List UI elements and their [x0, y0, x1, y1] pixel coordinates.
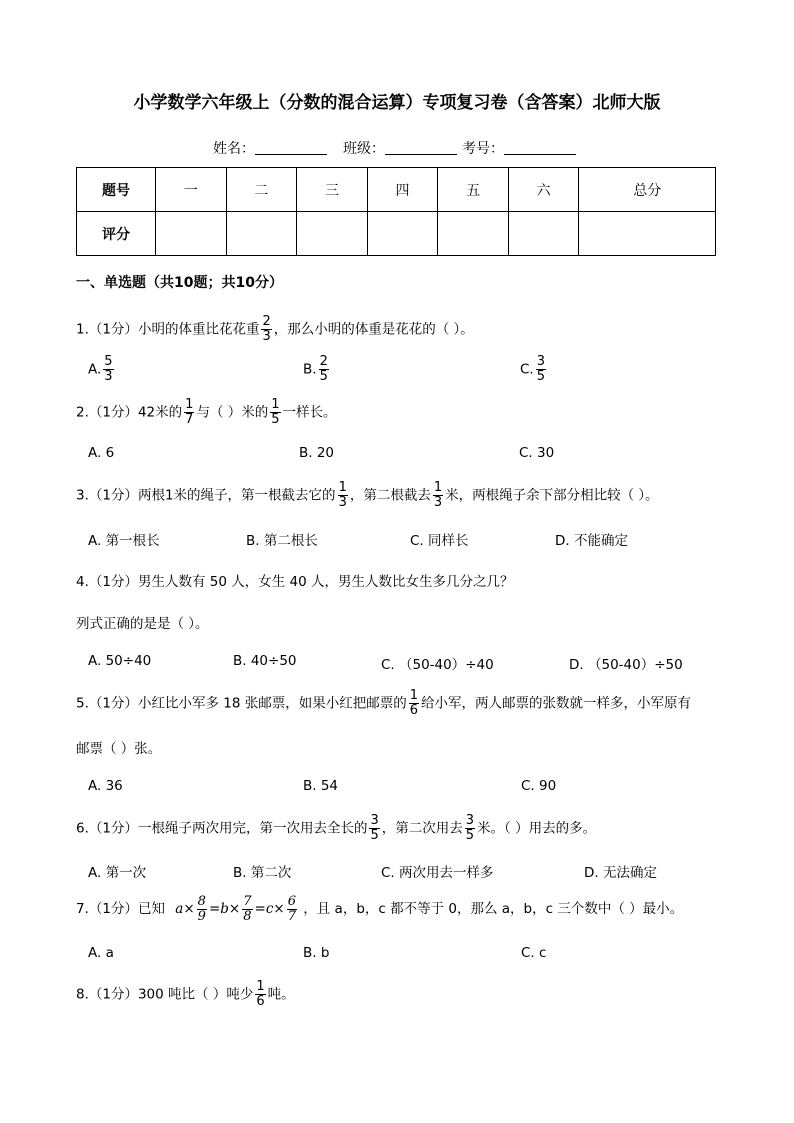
- option-d: D. 无法确定: [584, 865, 657, 881]
- option-c: C. （50-40）÷40: [381, 657, 494, 673]
- fraction: $\frac{1}{3}$: [433, 480, 443, 510]
- score-table-score-row: [77, 212, 716, 256]
- question-6: 6.（1分）一根绳子两次用完，第一次用去全长的 $\frac{3}{5}$ ，第二次用去 $\frac{3}{5}$ 米。（ ）用去的多。: [76, 813, 597, 843]
- fraction: $\frac{1}{3}$: [338, 480, 347, 510]
- option-c: C. 90: [521, 778, 557, 794]
- score-cell: [156, 212, 227, 256]
- fraction: $\frac{2}{3}$: [262, 314, 271, 344]
- option-b: B. b: [303, 945, 330, 961]
- question-5: 5.（1分）小红比小军多 18 张邮票，如果小红把邮票的 $\frac{1}{6}$ 给小军，两人邮票的张数就一样多，小军原有: [76, 688, 692, 718]
- option-a: A. a: [88, 945, 114, 961]
- question-text: 1.（1分）小明的体重比花花重: [76, 321, 260, 338]
- score-table: [76, 167, 716, 256]
- header-cell: 五: [438, 168, 509, 212]
- name-label: 姓名：: [213, 141, 255, 157]
- fraction: $\frac{1}{7}$: [185, 397, 194, 427]
- option-b: B. 第二根长: [246, 533, 318, 549]
- question-3: 3.（1分）两根1米的绳子，第一根截去它的 $\frac{1}{3}$ ，第二根截去 $\frac{1}{3}$ 米，两根绳子余下部分相比较（ ）。: [76, 480, 659, 510]
- score-cell: [579, 212, 716, 256]
- option-b: B. $\frac{2}{5}$: [303, 354, 328, 384]
- header-cell: 四: [367, 168, 438, 212]
- question-4-line-2: 列式正确的是是（ ）。: [76, 616, 209, 632]
- score-row-label: 评分: [77, 212, 156, 256]
- header-cell: 一: [156, 168, 227, 212]
- score-cell: [367, 212, 438, 256]
- question-5-line-2: 邮票（ ）张。: [76, 741, 162, 757]
- document-title: 小学数学六年级上（分数的混合运算）专项复习卷（含答案）北师大版: [133, 93, 661, 113]
- option-a: A. 6: [88, 445, 115, 461]
- option-c: C. 两次用去一样多: [381, 865, 494, 881]
- name-field: [213, 138, 327, 158]
- fraction: $\frac{1}{6}$: [256, 979, 265, 1009]
- class-blank: [385, 140, 457, 155]
- class-field: [343, 138, 457, 158]
- score-cell: [297, 212, 368, 256]
- option-a: A. 第一根长: [88, 533, 160, 549]
- option-c: C. 同样长: [410, 533, 469, 549]
- fraction: $\frac{1}{6}$: [409, 688, 419, 718]
- option-c: C. c: [521, 945, 547, 961]
- score-cell: [438, 212, 509, 256]
- header-cell: 二: [226, 168, 297, 212]
- name-blank: [255, 140, 327, 155]
- fraction: $\frac{3}{5}$: [370, 813, 379, 843]
- header-cell: 三: [297, 168, 368, 212]
- option-b: B. 54: [303, 778, 339, 794]
- option-a: A. 50÷40: [88, 653, 152, 669]
- score-cell: [508, 212, 579, 256]
- exam-number-blank: [504, 140, 576, 155]
- option-b: B. 40÷50: [233, 653, 297, 669]
- option-a: A. 36: [88, 778, 123, 794]
- question-7: 7.（1分）已知 a× $\frac{8}{9}$ =b× $\frac{7}{8}$ =c× $\frac{6}{7}$ ，且 a，b，c 都不等于 0，那么 a，b，c 三个数中（ ）最小。: [76, 894, 684, 924]
- question-text: ，那么小明的体重是花花的（ ）。: [273, 321, 474, 338]
- section-title: 一、单选题（共10题；共10分）: [76, 275, 283, 291]
- question-2: 2.（1分）42米的 $\frac{1}{7}$ 与（ ）米的 $\frac{1}{5}$ 一样长。: [76, 397, 337, 427]
- header-cell: 总分: [579, 168, 716, 212]
- option-d: D. （50-40）÷50: [569, 657, 683, 673]
- question-1: [76, 315, 474, 344]
- exam-number-field: [462, 138, 576, 158]
- score-table-header-row: [77, 168, 716, 212]
- score-cell: [226, 212, 297, 256]
- header-cell: 题号: [77, 168, 156, 212]
- fraction: $\frac{3}{5}$: [465, 813, 475, 843]
- option-c: C. $\frac{3}{5}$: [520, 354, 545, 384]
- header-cell: 六: [508, 168, 579, 212]
- option-a: A. $\frac{5}{3}$: [88, 354, 113, 384]
- option-b: B. 第二次: [233, 865, 292, 881]
- equation: a× $\frac{8}{9}$ =b× $\frac{7}{8}$ =c× $\frac{6}{7}$: [175, 894, 296, 924]
- option-c: C. 30: [519, 445, 555, 461]
- class-label: 班级：: [343, 141, 385, 157]
- question-8: 8.（1分）300 吨比（ ）吨少 $\frac{1}{6}$ 吨。: [76, 979, 295, 1009]
- exam-number-label: 考号：: [462, 141, 504, 157]
- question-4: 4.（1分）男生人数有 50 人，女生 40 人，男生人数比女生多几分之几？: [76, 574, 514, 590]
- option-b: B. 20: [299, 445, 335, 461]
- option-d: D. 不能确定: [555, 533, 628, 549]
- option-a: A. 第一次: [88, 865, 147, 881]
- fraction: $\frac{1}{5}$: [271, 397, 280, 427]
